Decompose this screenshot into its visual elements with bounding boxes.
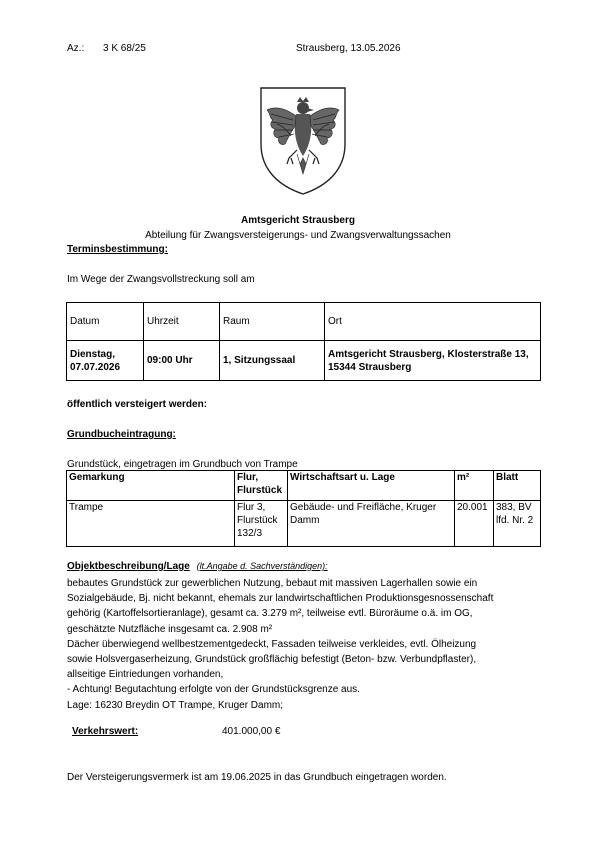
objekt-line: gehörig (Kartoffelsortieranlage), gesamt ca. 3.279 m², teilweise evtl. Büroräume o.ä. im OG, <box>67 608 473 620</box>
verkehrswert-value: 401.000,00 € <box>222 726 281 737</box>
court-department: Abteilung für Zwangsversteigerungs- und Zwangsverwaltungssachen <box>145 230 451 241</box>
col-gemarkung: Gemarkung <box>69 472 125 483</box>
objekt-note: (lt.Angabe d. Sachverständigen): <box>196 561 328 571</box>
termin-table-row <box>67 341 541 381</box>
termin-ort: Amtsgericht Strausberg, Klosterstraße 13, 15344 Strausberg <box>328 348 529 373</box>
termin-raum: 1, Sitzungssaal <box>223 355 296 366</box>
place-date: Strausberg, 13.05.2026 <box>296 43 401 54</box>
col-ort: Ort <box>328 316 342 327</box>
termin-intro: Im Wege der Zwangsvollstreckung soll am <box>67 274 255 285</box>
verkehrswert-label: Verkehrswert: <box>72 726 139 737</box>
objekt-line: allseitige Eintriedungen vorhanden, <box>67 669 224 681</box>
termin-uhrzeit: 09:00 Uhr <box>147 355 193 366</box>
col-uhrzeit: Uhrzeit <box>147 316 179 327</box>
objekt-line: Dächer überwiegend wellbestzementgedeckt, Fassaden teilweise verkleides, evtl. Ölheizung <box>67 638 477 650</box>
grundbuch-wirtschaftsart: Gebäude- und Freifläche, Kruger Damm <box>290 502 437 526</box>
grundbuch-table <box>66 470 541 547</box>
objekt-heading: Objektbeschreibung/Lage <box>67 561 190 572</box>
grundbuch-m2: 20.001 <box>457 502 488 513</box>
col-raum: Raum <box>223 316 250 327</box>
col-wirtschaftsart: Wirtschaftsart u. Lage <box>290 472 395 483</box>
termin-table-header <box>67 303 541 341</box>
grundbuch-flur: Flur 3, Flurstück 132/3 <box>237 502 278 539</box>
objekt-heading-line <box>67 561 328 572</box>
court-name: Amtsgericht Strausberg <box>241 215 355 226</box>
az-label: Az.: <box>67 43 85 54</box>
termin-outro: öffentlich versteigert werden: <box>67 399 208 410</box>
grundbuch-table-row <box>67 501 541 547</box>
objekt-line: sowie Holsvergaserheizung, Grundstück großflächig befestigt (Beton- bzw. Verbundpflaster), <box>67 654 477 666</box>
grundbuch-blatt: 383, BV lfd. Nr. 2 <box>496 502 534 526</box>
coat-of-arms-icon <box>257 84 349 196</box>
objekt-description <box>67 576 557 713</box>
col-m2: m² <box>457 472 470 483</box>
col-blatt: Blatt <box>496 472 519 483</box>
col-flur: Flur, Flurstück <box>237 472 283 496</box>
grundbuch-table-header <box>67 471 541 501</box>
footer-text: Der Versteigerungsvermerk ist am 19.06.2025 in das Grundbuch eingetragen worden. <box>67 772 447 783</box>
objekt-line: Lage: 16230 Breydin OT Trampe, Kruger Damm; <box>67 699 284 711</box>
termin-heading: Terminsbestimmung: <box>67 244 168 255</box>
termin-table <box>66 302 541 381</box>
grundbuch-heading: Grundbucheintragung: <box>67 429 176 440</box>
objekt-line: - Achtung! Begutachtung erfolgte von der Grundstücksgrenze aus. <box>67 684 360 696</box>
objekt-line: bebautes Grundstück zur gewerblichen Nutzung, bebaut mit massiven Lagerhallen sowie ein <box>67 578 478 589</box>
col-datum: Datum <box>70 316 100 327</box>
objekt-line: geschätzte Nutzfläche insgesamt ca. 2.908 m² <box>67 623 273 635</box>
grundbuch-gemarkung: Trampe <box>69 502 104 513</box>
az-value: 3 K 68/25 <box>103 43 146 54</box>
grundbuch-intro: Grundstück, eingetragen im Grundbuch von Trampe <box>67 459 298 470</box>
objekt-line: Sozialgebäude, Bj. nicht bekannt, ehemals zur landwirtschaftlichen Produktionsgesnossenschaft <box>67 593 494 605</box>
termin-datum: Dienstag, 07.07.2026 <box>70 348 121 373</box>
